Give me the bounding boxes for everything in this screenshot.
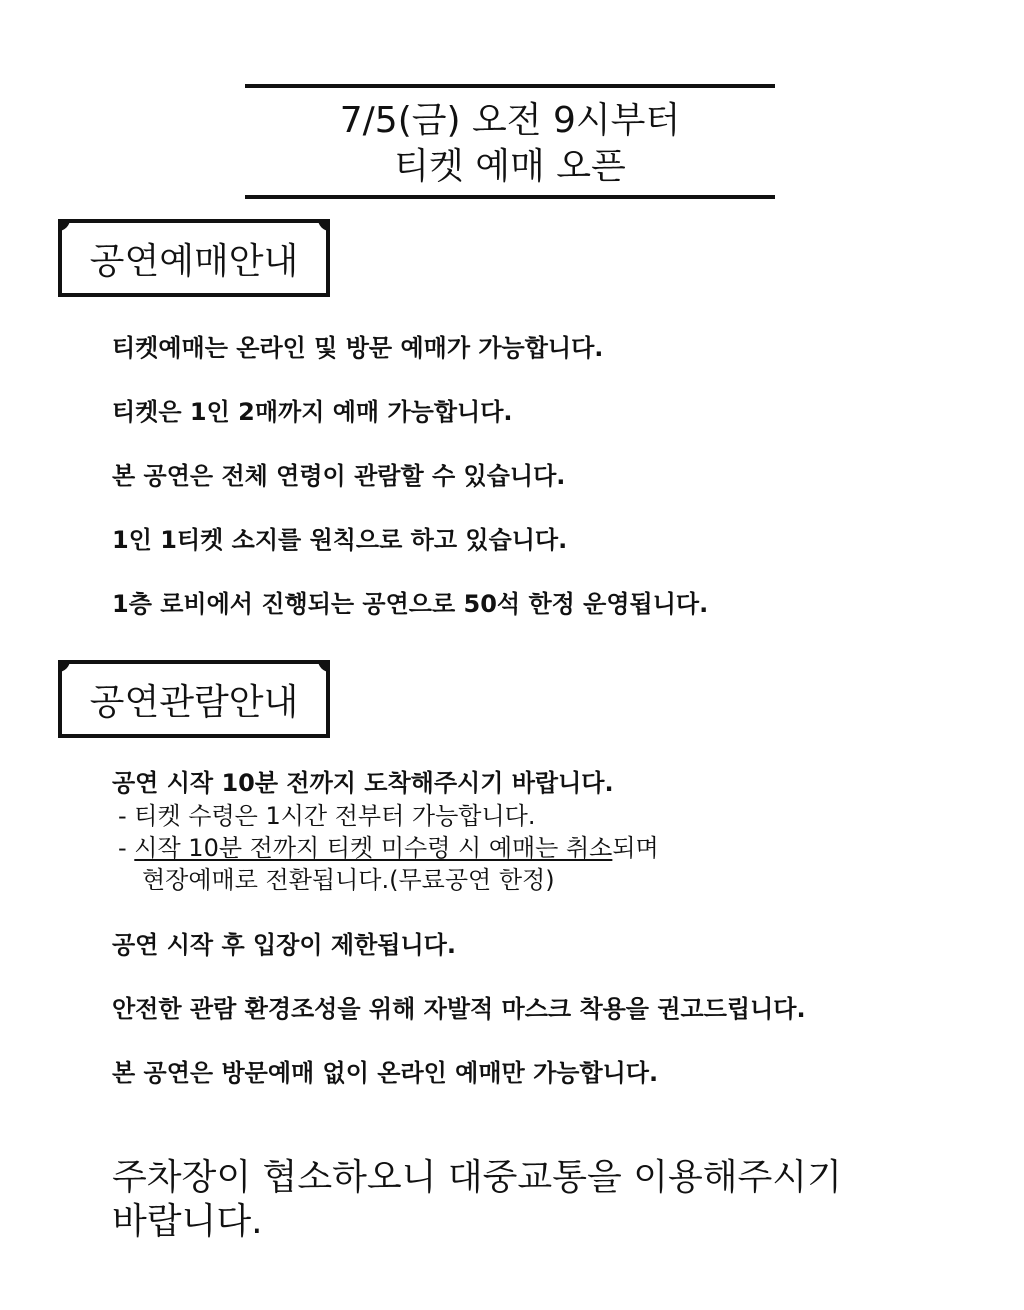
subitem-suffix: 되며 bbox=[612, 834, 659, 862]
cancellation-notice-underlined: 시작 10분 전까지 티켓 미수령 시 예매는 취소 bbox=[134, 834, 613, 862]
viewing-info-item: 공연 시작 후 입장이 제한됩니다. bbox=[112, 931, 456, 959]
booking-info-item: 본 공연은 전체 연령이 관람할 수 있습니다. bbox=[112, 462, 566, 490]
viewing-info-subitem-continued: 현장예매로 전환됩니다.(무료공연 한정) bbox=[142, 866, 555, 894]
banner-top-rule bbox=[245, 84, 775, 88]
viewing-info-item: 본 공연은 방문예매 없이 온라인 예매만 가능합니다. bbox=[112, 1059, 659, 1087]
parking-notice bbox=[112, 1156, 872, 1244]
booking-info-item: 1인 1티켓 소지를 원칙으로 하고 있습니다. bbox=[112, 526, 568, 554]
viewing-info-subitem bbox=[118, 832, 659, 864]
booking-info-item: 티켓예매는 온라인 및 방문 예매가 가능합니다. bbox=[112, 334, 604, 362]
ticket-open-banner bbox=[245, 98, 775, 190]
section-title-viewing-info bbox=[58, 660, 330, 738]
banner-date-line: 7/5(금) 오전 9시부터 bbox=[339, 100, 681, 141]
viewing-info-item: 공연 시작 10분 전까지 도착해주시기 바랍니다. bbox=[112, 769, 614, 797]
parking-notice-line: 바랍니다. bbox=[112, 1201, 263, 1242]
banner-bottom-rule bbox=[245, 195, 775, 199]
parking-notice-line: 주차장이 협소하오니 대중교통을 이용해주시기 bbox=[112, 1157, 842, 1198]
section-title-label: 공연관람안내 bbox=[89, 681, 299, 723]
section-title-label: 공연예매안내 bbox=[89, 240, 299, 282]
viewing-info-subitem: - 티켓 수령은 1시간 전부터 가능합니다. bbox=[118, 802, 536, 830]
banner-open-line: 티켓 예매 오픈 bbox=[394, 146, 626, 187]
viewing-info-item: 안전한 관람 환경조성을 위해 자발적 마스크 착용을 권고드립니다. bbox=[112, 995, 806, 1023]
booking-info-item: 1층 로비에서 진행되는 공연으로 50석 한정 운영됩니다. bbox=[112, 590, 709, 618]
section-title-booking-info bbox=[58, 219, 330, 297]
booking-info-item: 티켓은 1인 2매까지 예매 가능합니다. bbox=[112, 398, 513, 426]
subitem-dash: - bbox=[118, 834, 135, 862]
